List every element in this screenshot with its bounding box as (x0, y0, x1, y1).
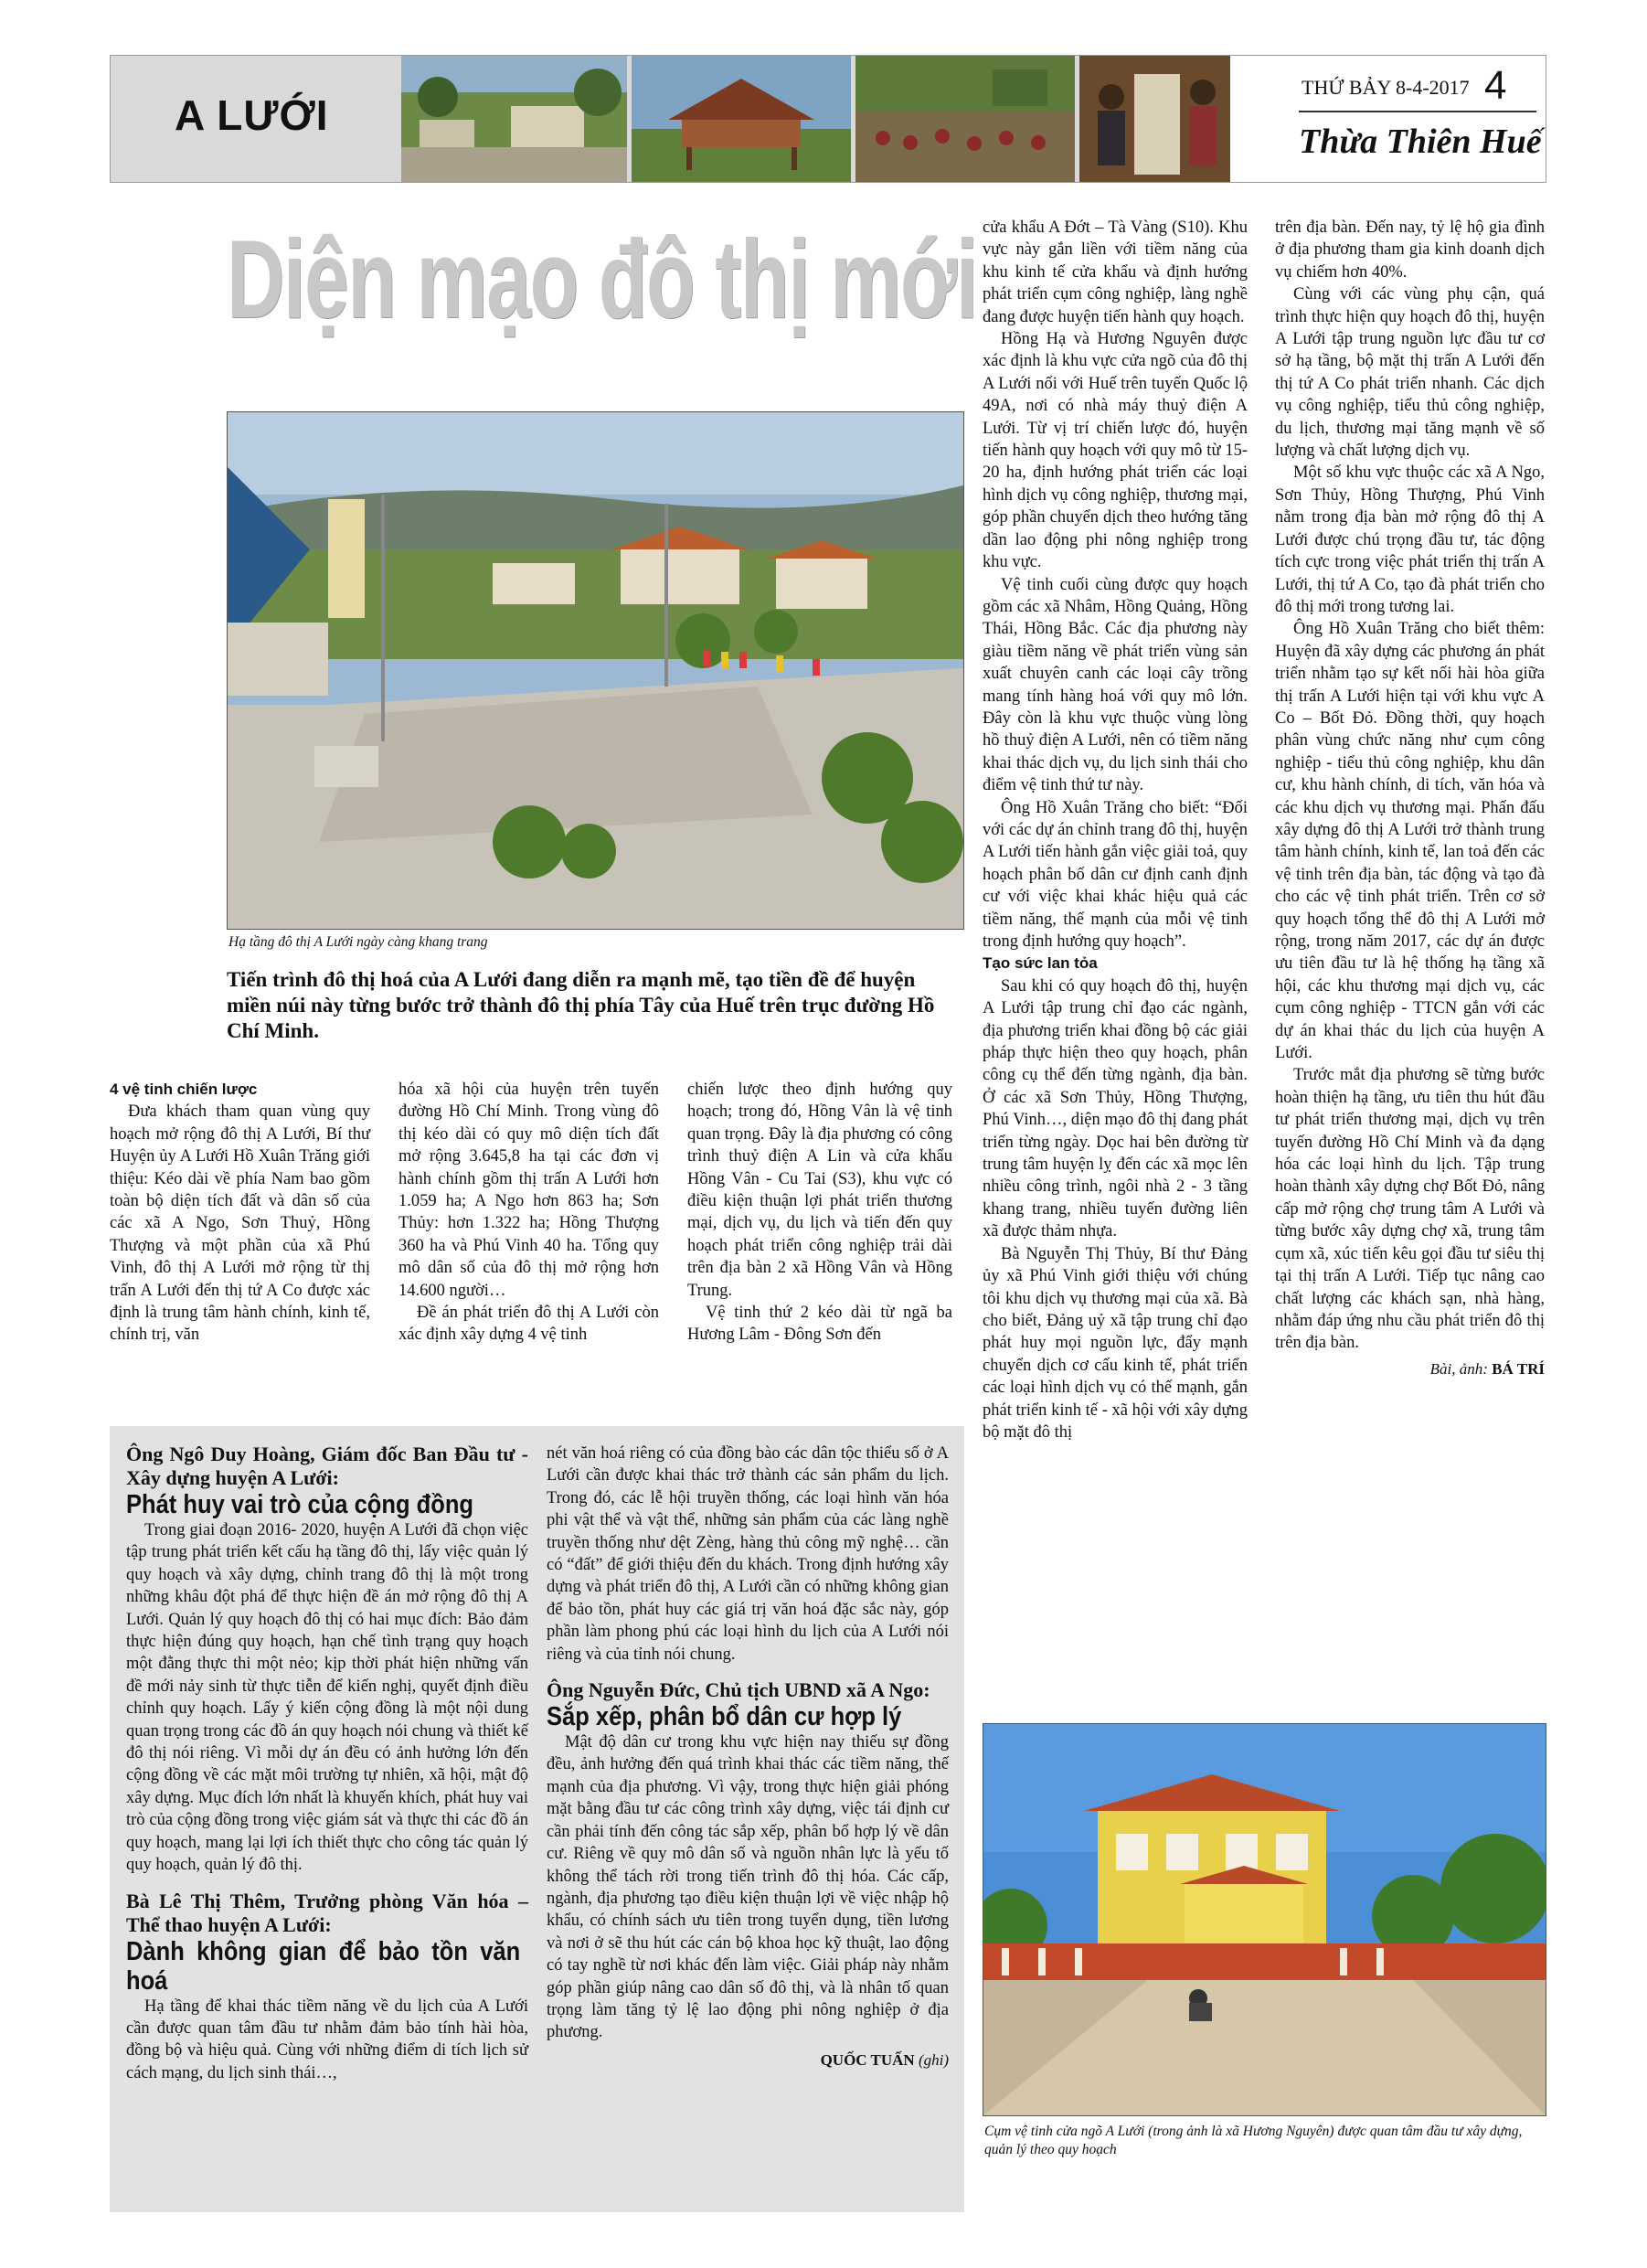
paragraph: Ông Hồ Xuân Trăng cho biết thêm: Huyện đã xây dựng các phương án phát triển nhằm tạo sự kết nối hài hòa giữa thị trấn A Lưới hiện tại với khu vực A Co – Bốt Đỏ. Đồng thời, quy hoạch phân vùng chức năng như cụm công nghiệp - tiểu thủ công nghiệp, khu dân cư, khu hành chính, di tích, văn hóa và các khu dịch vụ thương mại. Phấn đấu xây dựng đô thị A Lưới trở thành trung tâm hành chính, kinh tế, lan toả đến các vệ tinh trên địa bàn, tác động và tạo đà cho các vệ tinh phát triển. Trên cơ sở quy hoạch tổng thể đô thị A Lưới mở rộng, trong năm 2017, các dự án được ưu tiên đầu tư là hệ thống hạ tầng xã hội, các khu thương mại dịch vụ, các cụm công nghiệp - TTCN gắn với các dự án khai thác du lịch của huyện A Lưới. (1275, 620, 1545, 1063)
paragraph: Mật độ dân cư trong khu vực hiện nay thiếu sự đồng đều, ảnh hưởng đến quá trình khai thác các tiềm năng, thế mạnh của địa phương. Vì vậy, trong thực hiện giải phóng mặt bằng đầu tư các công trình xây dựng, việc tái định cư cần phải tính đến công tác sắp xếp, phân bổ hợp lý về dân cư. Riêng về quy mô dân số và nguồn nhân lực là yếu tố không thể tách rời trong tiến trình đô thị hóa. Các cấp, ngành, địa phương tạo điều kiện thuận lợi về việc nhập hộ khẩu, có chính sách ưu tiên trong tuyển dụng, tiền lương và nơi ở sẽ thu hút các cán bộ khoa học kỹ thuật, lao động có tay nghề từ nơi khác đến làm việc. Giải pháp này nhằm góp phần giúp nâng cao dân số đô thị, và là nhân tố quan trọng làm tăng tỷ lệ lao động phi nông nghiệp ở địa phương. (547, 1733, 949, 2042)
interview-2-title: Dành không gian để bảo tồn văn hoá (126, 1936, 521, 1996)
paragraph: nét văn hoá riêng có của đồng bào các dân tộc thiểu số ở A Lưới cần được khai thác trở thành các sản phẩm du lịch. Trong đó, các lễ hội truyền thống, các loại hình văn hóa phi vật thể và vật thể, những sản phẩm của các làng nghề truyền thống như dệt Zèng, hàng thủ công mỹ nghệ… cần có “đất” để giới thiệu đến du khách. Trong định hướng xây dựng và phát triển đô thị, A Lưới cần có những không gian để bảo tồn, phát huy các giá trị văn hoá đặc sắc này, góp phần làm phong phú các loại hình du lịch của A Lưới nói riêng và của tỉnh nói chung. (547, 1444, 949, 1664)
box-byline-note: (ghi) (918, 2050, 949, 2069)
newspaper-name: Thừa Thiên Huế (1299, 122, 1542, 161)
article-lede: Tiến trình đô thị hoá của A Lưới đang diễn ra mạnh mẽ, tạo tiền đề để huyện miền núi này từng bước trở thành đô thị phía Tây của Huế trên trục đường Hồ Chí Minh. (227, 968, 935, 1042)
article-headline: Diện mạo đô thị mới (227, 217, 977, 341)
paragraph: Một số khu vực thuộc các xã A Ngo, Sơn Thủy, Hồng Thượng, Phú Vinh nằm trong địa bàn mở rộng đô thị A Lưới được chú trọng đầu tư, tác động tích cực trong việc phát triển thị trấn A Lưới, thị tứ A Co, tạo đà phát triển cho đô thị mới trong tương lai. (1275, 463, 1545, 616)
second-photo-caption: Cụm vệ tinh cửa ngõ A Lưới (trong ảnh là xã Hương Nguyên) được quan tâm đầu tư xây dựng, quản lý theo quy hoạch (984, 2124, 1523, 2157)
interview-3-title: Sắp xếp, phân bổ dân cư hợp lý (547, 1702, 902, 1732)
article-column-4 (983, 217, 1248, 1443)
paragraph: Ông Hồ Xuân Trăng cho biết: “Đối với các dự án chỉnh trang đô thị, huyện A Lưới tiến hành gắn việc giải toả, quy hoạch phân bố dân cư định canh định cư với việc khai khác hiệu quả các tiềm năng, thế mạnh của mỗi vệ tinh trong định hướng quy hoạch”. (983, 798, 1248, 951)
paragraph: Vệ tinh cuối cùng được quy hoạch gồm các xã Nhâm, Hồng Quảng, Hồng Thái, Hồng Bắc. Các địa phương này giàu tiềm năng về phát triển vùng sản xuất chuyên canh các loại cây trồng mang tính hàng hoá với quy mô lớn. Đây còn là khu vực thuộc vùng lòng hồ thuỷ điện A Lưới, nên có tiềm năng khai thác dịch vụ, du lịch sinh thái cho điểm vệ tinh thứ tư này. (983, 575, 1248, 795)
paragraph: Bà Nguyễn Thị Thủy, Bí thư Đảng ủy xã Phú Vinh giới thiệu với chúng tôi khu dịch vụ thương mại của xã. Bà cho biết, Đảng uỷ xã tập trung chỉ đạo phát huy mọi nguồn lực, đẩy mạnh chuyển dịch cơ cấu kinh tế, phát triển các loại hình dịch vụ có thế mạnh, gắn phát triển kinh tế - xã hội với xây dựng bộ mặt đô thị (983, 1244, 1248, 1442)
article-column-1 (110, 1079, 370, 1347)
box-byline (547, 2050, 949, 2071)
paragraph: Hồng Hạ và Hương Nguyên được xác định là khu vực cửa ngõ của đô thị A Lưới nối với Huế trên tuyến Quốc lộ 49A, nơi có nhà máy thuỷ điện A Lưới. Từ vị trí chiến lược đó, huyện tiến hành quy hoạch với quy mô từ 15-20 ha, định hướng phát triển các loại hình dịch vụ công nghiệp, thương mại, góp phần chuyển dịch theo hướng tăng dần lao động phi nông nghiệp trong khu vực. (983, 330, 1248, 572)
subhead-spread: Tạo sức lan tỏa (983, 954, 1098, 973)
masthead-divider (1299, 111, 1536, 112)
paragraph: Hạ tầng để khai thác tiềm năng về du lịch của A Lưới cần được quan tâm đầu tư nhằm đảm bảo tính hài hòa, đồng bộ và hiệu quả. Cùng với những điểm di tích lịch sử cách mạng, du lịch sinh thái…, (126, 1996, 528, 2082)
interviewee-2-name: Bà Lê Thị Thêm, Trưởng phòng Văn hóa – Thể thao huyện A Lưới: (126, 1889, 528, 1936)
paragraph: chiến lược theo định hướng quy hoạch; trong đó, Hồng Vân là vệ tinh quan trọng. Đây là địa phương có công trình thuỷ điện A Lin và cửa khẩu Hồng Vân - Cu Tai (S3), khu vực có điều kiện thuận lợi phát triển thương mại, dịch vụ, du lịch và tiến đến quy hoạch phát triển công nghiệp trải dài trên địa bàn 2 xã Hồng Vân và Hồng Trung. (687, 1081, 952, 1300)
header-photo-stilt-house (632, 56, 851, 182)
paragraph: Sau khi có quy hoạch đô thị, huyện A Lưới tập trung chỉ đạo các ngành, địa phương triển khai đồng bộ các giải pháp thực hiện theo quy hoạch, phân công cụ thể đến từng ngành, địa bàn. Ở các xã Sơn Thủy, Hồng Thượng, Phú Vinh…, diện mạo đô thị đang phát triển từng ngày. Dọc hai bên đường từ trung tâm huyện lỵ đến các xã mọc lên nhiều công trình, ngôi nhà 2 - 3 tầng khang trang, nhiều tuyến đường liên xã được thảm nhựa. (983, 976, 1248, 1241)
page-number: 4 (1484, 63, 1507, 108)
subhead-satellites: 4 vệ tinh chiến lược (110, 1081, 258, 1098)
paragraph: hóa xã hội của huyện trên tuyến đường Hồ Chí Minh. Trong vùng đô thị kéo dài có quy mô diện tích đất mở rộng 3.645,8 ha tại các đơn vị hành chính gồm thị trấn A Lưới hơn 1.059 ha; A Ngo hơn 863 ha; Sơn Thủy: hơn 1.322 ha; Hồng Thượng 360 ha và Phú Vinh 40 ha. Tổng quy mô dân số của đô thị mở rộng hơn 14.600 người… (398, 1081, 659, 1300)
issue-date: THỨ BẢY 8-4-2017 (1302, 76, 1470, 99)
article-column-5 (1275, 217, 1545, 1380)
paragraph: Trong giai đoạn 2016- 2020, huyện A Lưới đã chọn việc tập trung phát triển kết cấu hạ tầng đô thị, lấy việc quản lý quy hoạch và xây dựng, chỉnh trang đô thị là một trong những khâu đột phá để thực hiện đề án mở rộng đô thị A Lưới. Quản lý quy hoạch đô thị có hai mục đích: Bảo đảm thực hiện đúng quy hoạch, hạn chế tình trạng quy hoạch một đằng thực thi một nẻo; kịp thời phát hiện những vấn đề mới nảy sinh từ thực tiễn để kiến nghị, quyết định điều chỉnh quy hoạch. Lấy ý kiến cộng đồng là một nội dung quan trọng trong các đồ án quy hoạch nói chung và thiết kế đô thị nói riêng. Vì mỗi dự án đều có ảnh hưởng lớn đến cộng đồng về các mặt môi trường tự nhiên, xã hội, mật độ xây dựng. Mục đích lớn nhất là khuyến khích, phát huy vai trò của cộng đồng trong việc giám sát và thực thi các đồ án quy hoạch, mang lại lợi ích thiết thực cho công tác quản lý quy hoạch, quản lý đô thị. (126, 1521, 528, 1875)
paragraph: cửa khẩu A Đớt – Tà Vàng (S10). Khu vực này gắn liền với tiềm năng của khu kinh tế cửa khẩu và định hướng phát triển cụm công nghiệp, làng nghề đang được huyện tiến hành quy hoạch. (983, 218, 1248, 326)
header-photo-festival (855, 56, 1075, 182)
box-byline-author: QUỐC TUẤN (820, 2050, 915, 2069)
photo-commune-office (983, 1723, 1546, 2116)
interview-box (110, 1426, 964, 2212)
article-column-2 (398, 1079, 659, 1347)
interviewee-1-name: Ông Ngô Duy Hoàng, Giám đốc Ban Đầu tư - Xây dựng huyện A Lưới: (126, 1443, 528, 1489)
byline-author: BÁ TRÍ (1492, 1359, 1545, 1378)
interview-column-1 (126, 1443, 528, 2084)
paragraph: Vệ tinh thứ 2 kéo dài từ ngã ba Hương Lâm - Đông Sơn đến (687, 1304, 952, 1345)
paragraph: trên địa bàn. Đến nay, tỷ lệ hộ gia đình ở địa phương tham gia kinh doanh dịch vụ chiếm hơn 40%. (1275, 218, 1545, 282)
article-column-3 (687, 1079, 952, 1347)
interviewee-3-name: Ông Nguyễn Đức, Chủ tịch UBND xã A Ngo: (547, 1678, 930, 1702)
header-photo-weaving (1079, 56, 1230, 182)
main-photo-caption: Hạ tầng đô thị A Lưới ngày càng khang trang (228, 934, 488, 950)
paragraph: Đưa khách tham quan vùng quy hoạch mở rộng đô thị A Lưới, Bí thư Huyện ủy A Lưới Hồ Xuân Trăng giới thiệu: Kéo dài về phía Nam bao gồm toàn bộ diện tích đất và dân số của các xã A Ngo, Sơn Thuỷ, Hồng Thượng và một phần của xã Phú Vinh, đô thị A Lưới mở rộng từ thị trấn A Lưới đến thị tứ A Co được xác định là trung tâm hành chính, kinh tế, chính trị, văn (110, 1102, 370, 1345)
article-byline (1275, 1358, 1545, 1380)
paragraph: Đề án phát triển đô thị A Lưới còn xác định xây dựng 4 vệ tinh (398, 1304, 659, 1345)
paragraph: Trước mắt địa phương sẽ từng bước hoàn thiện hạ tầng, ưu tiên thu hút đầu tư phát triển thương mại, dịch vụ trên tuyến đường Hồ Chí Minh và đa dạng hóa các loại hình du lịch. Tập trung hoàn thành xây dựng chợ Bốt Đỏ, nâng cấp mở rộng chợ trung tâm A Lưới và từng bước xây dựng chợ xã, trung tâm cụm xã, xúc tiến kêu gọi đầu tư siêu thị tại thị trấn A Lưới. Tiếp tục nâng cao chất lượng các khách sạn, nhà hàng, nhằm đáp ứng nhu cầu phát triển đô thị trên địa bàn. (1275, 1066, 1545, 1353)
paragraph: Cùng với các vùng phụ cận, quá trình thực hiện quy hoạch đô thị, huyện A Lưới tập trung nguồn lực đầu tư cơ sở hạ tầng, bộ mặt thị trấn A Lưới đến thị tứ A Co phát triển nhanh. Các dịch vụ công nghiệp, tiểu thủ công nghiệp, du lịch, thương mại tăng mạnh về số lượng và chất lượng dịch vụ. (1275, 285, 1545, 461)
page-header (110, 55, 1546, 183)
byline-label: Bài, ảnh: (1429, 1359, 1488, 1378)
interview-1-title: Phát huy vai trò của cộng đồng (126, 1490, 474, 1519)
main-photo-town-square (227, 411, 964, 930)
section-name: A LƯỚI (175, 91, 329, 139)
interview-column-2 (547, 1443, 949, 2071)
header-masthead (1230, 56, 1546, 182)
header-photo-town (401, 56, 627, 182)
